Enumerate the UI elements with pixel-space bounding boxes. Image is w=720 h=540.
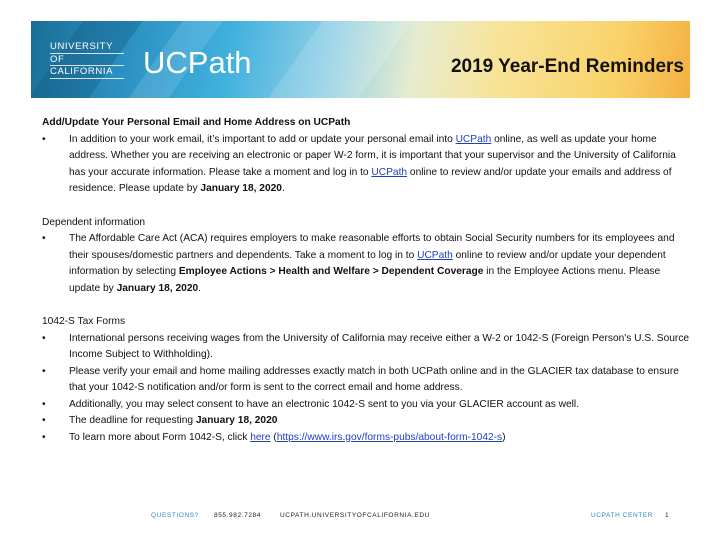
page-number: 1 [665,512,670,519]
bullet-icon: • [42,133,46,145]
link[interactable]: here [250,431,271,443]
link[interactable]: UCPath [455,133,492,145]
bullet-text [69,364,694,397]
section [42,215,694,298]
link[interactable]: https://www.irs.gov/forms-pubs/about-form-1042-s [276,431,503,443]
bold-text: January 18, 2020 [200,183,282,194]
logo-line: UNIVERSITY [50,41,124,54]
document-body [42,115,694,463]
text-run: In addition to your work email, it’s important to add or update your personal email into [69,133,456,145]
bullet-icon: • [42,431,46,443]
bullet-item [42,397,694,414]
bold-text: Employee Actions > Health and Welfare > Dependent Coverage [178,266,484,277]
bullet-icon: • [42,415,46,426]
text-run: . [281,183,285,194]
bullet-text [69,413,277,430]
text-run: ( [270,431,277,443]
brand-name: UCPath [143,45,252,80]
logo-line: CALIFORNIA [50,66,124,79]
banner-stripe [252,21,419,98]
text-run: online, as well as update your home address. Whether you are receiving an electronic or paper W-2 form, it is important that your supervisor and the University of California has your accurate information. Please take a moment and log in to [69,133,676,178]
header-banner [31,21,690,98]
text-run: online to review and/or update your emails and address of residence. Please update by [69,166,672,194]
bullet-icon: • [42,233,46,244]
bullet-item [42,331,694,364]
bullet-icon: • [42,332,46,344]
bullet-text [69,132,694,198]
link[interactable]: UCPath [371,166,408,178]
page-title: 2019 Year-End Reminders [450,56,684,77]
bullet-item [42,364,694,397]
footer-questions: QUESTIONS? [151,512,199,519]
bullet-text [69,430,506,447]
text-run: Please verify your email and home mailing addresses exactly match in both UCPath online and in the GLACIER tax database to ensure that your 1042-S notification and/or form is sent to the correct email and home address. [69,365,679,393]
bullet-text [69,331,694,364]
bullet-item [42,132,694,198]
text-run: The Affordable Care Act (ACA) requires employers to make reasonable efforts to obtain Social Security numbers for its employees and their spouses/domestic partners and dependents. Take a moment to log in to [69,233,675,261]
text-run: in the Employee Actions menu. Please update by [69,266,661,294]
footer-center: UCPATH CENTER [591,512,654,519]
text-run: International persons receiving wages from the University of California may receive either a W-2 or 1042-S (Foreign Person's U.S. Source Income Subject to Withholding). [69,332,690,360]
bullet-icon: • [42,398,46,410]
bullet-icon: • [42,365,46,377]
text-run: The deadline for requesting [69,415,196,426]
footer-phone: 855.982.7284 [214,512,261,519]
bullet-item [42,430,694,447]
bullet-item [42,413,694,430]
link[interactable]: UCPath [417,249,453,261]
section [42,115,694,198]
bold-text: January 18, 2020 [195,415,278,426]
text-run: Additionally, you may select consent to have an electronic 1042-S sent to you via your GLACIER account as well. [69,398,580,410]
section-heading: 1042-S Tax Forms [42,316,126,327]
bullet-text [69,397,579,414]
section-heading: Dependent information [42,216,146,228]
logo-line: OF [50,54,124,67]
text-run: . [198,282,201,294]
bold-text: January 18, 2020 [116,282,199,294]
bullet-item [42,231,694,297]
footer-website[interactable]: UCPATH.UNIVERSITYOFCALIFORNIA.EDU [280,512,430,519]
section-heading: Add/Update Your Personal Email and Home Address on UCPath [42,117,351,128]
text-run: ) [502,431,506,443]
section [42,314,694,446]
uc-logo [50,41,124,77]
text-run: online to review and/or update your dependent information by selecting [69,249,666,277]
text-run: To learn more about Form 1042-S, click [69,431,251,443]
bullet-text [69,231,694,297]
